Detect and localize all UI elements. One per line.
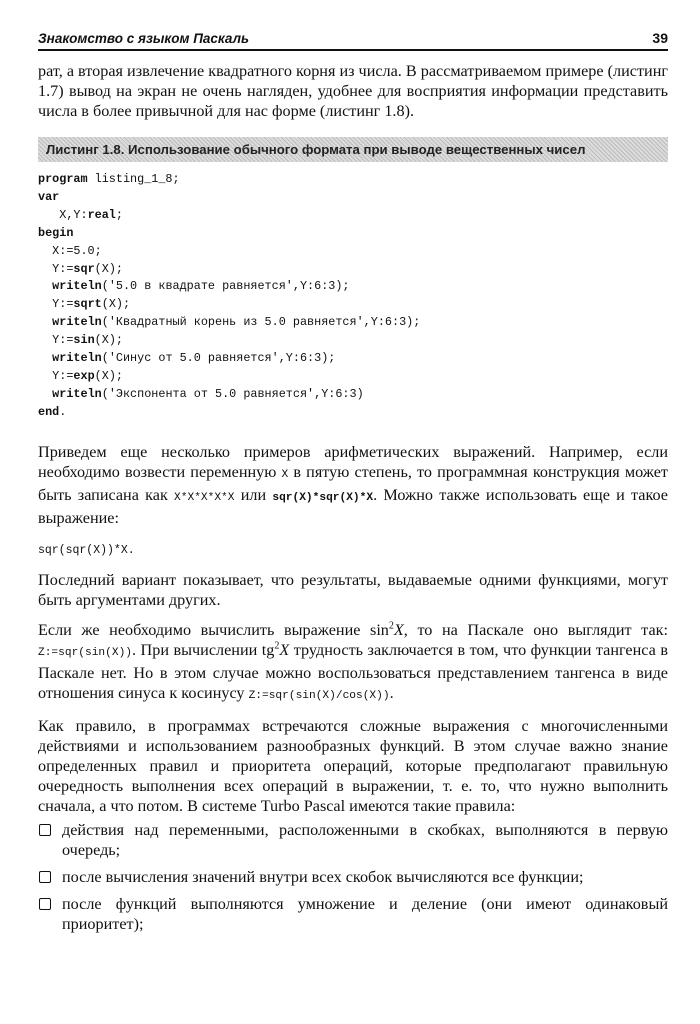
code-line: writeln('Синус от 5.0 равняется',Y:6:3);	[52, 351, 336, 366]
code-line: Y:=sin(X);	[38, 333, 123, 348]
code-line: end.	[38, 404, 67, 419]
code-line: writeln('Экспонента от 5.0 равняется',Y:6:3)	[52, 386, 364, 401]
list-item: действия над переменными, расположенными в скобках, выполняются в первую очередь;	[38, 820, 668, 860]
code-line: begin	[38, 225, 74, 240]
rules-list	[38, 820, 668, 934]
code-listing	[38, 171, 668, 422]
expression-example: sqr(sqr(X))*X.	[38, 543, 135, 557]
code-line: var	[38, 189, 60, 204]
paragraph-sin-tg: Если же необходимо вычислить выражение $\sin^2X$, то на Паскале оно выглядит так: Z:=sqr(sin(X)). При вычислении $tg^2X$ трудность заключается в том, что функции тангенса в Паскале нет. Но в этом случае можно воспользоваться представлением тангенса в виде отношения синуса к косинусу Z:=sqr(sin(X)/cos(X)).	[38, 620, 668, 702]
intro-paragraph: рат, а вторая извлечение квадратного корня из числа. В рассматриваемом примере (листинг 1.7) вывод на экран не очень нагляден, удобнее для восприятия информации представить числа в более привычной для нас форме (листинг 1.8).	[38, 62, 668, 120]
chapter-title: Знакомство с языком Паскаль	[38, 31, 250, 46]
book-page	[38, 30, 668, 941]
code-line: program listing_1_8;	[38, 172, 180, 186]
code-line: X:=5.0;	[38, 243, 102, 258]
code-line: Y:=exp(X);	[38, 368, 123, 383]
code-line: Y:=sqrt(X);	[38, 297, 131, 312]
code-line: writeln('Квадратный корень из 5.0 равняется',Y:6:3);	[52, 315, 421, 330]
code-line: X,Y:real;	[38, 207, 123, 222]
paragraph-examples: Приведем еще несколько примеров арифметических выражений. Например, если необходимо возвести переменную X в пятую степень, то программная конструкция может быть записана как X*X*X*X*X или sqr(X)*sqr(X)*X. Можно также использовать еще и такое выражение:	[38, 442, 669, 527]
code-line: Y:=sqr(X);	[38, 261, 123, 276]
checkbox-bullet-icon	[39, 898, 51, 910]
paragraph-priority: Как правило, в программах встречаются сложные выражения с многочисленными действиями и использованием разнообразных функций. В этом случае важно знание определенных правил и приоритета операций, которые предполагают правильную очередность выполнения всех операций в выражении, т. е. то, что нужно выполнить сначала, а что потом. В системе Turbo Pascal имеются такие правила:	[38, 716, 668, 815]
page-header	[38, 30, 668, 51]
page-number: 39	[652, 30, 668, 46]
checkbox-bullet-icon	[39, 871, 51, 883]
listing-caption: Листинг 1.8. Использование обычного формата при выводе вещественных чисел	[38, 137, 668, 162]
paragraph-last-variant: Последний вариант показывает, что результаты, выдаваемые одними функциями, могут быть аргументами других.	[38, 570, 668, 609]
list-item: после функций выполняются умножение и деление (они имеют одинаковый приоритет);	[38, 894, 668, 934]
checkbox-bullet-icon	[39, 824, 51, 836]
list-item: после вычисления значений внутри всех скобок вычисляются все функции;	[38, 867, 668, 887]
code-line: writeln('5.0 в квадрате равняется',Y:6:3);	[52, 279, 350, 294]
